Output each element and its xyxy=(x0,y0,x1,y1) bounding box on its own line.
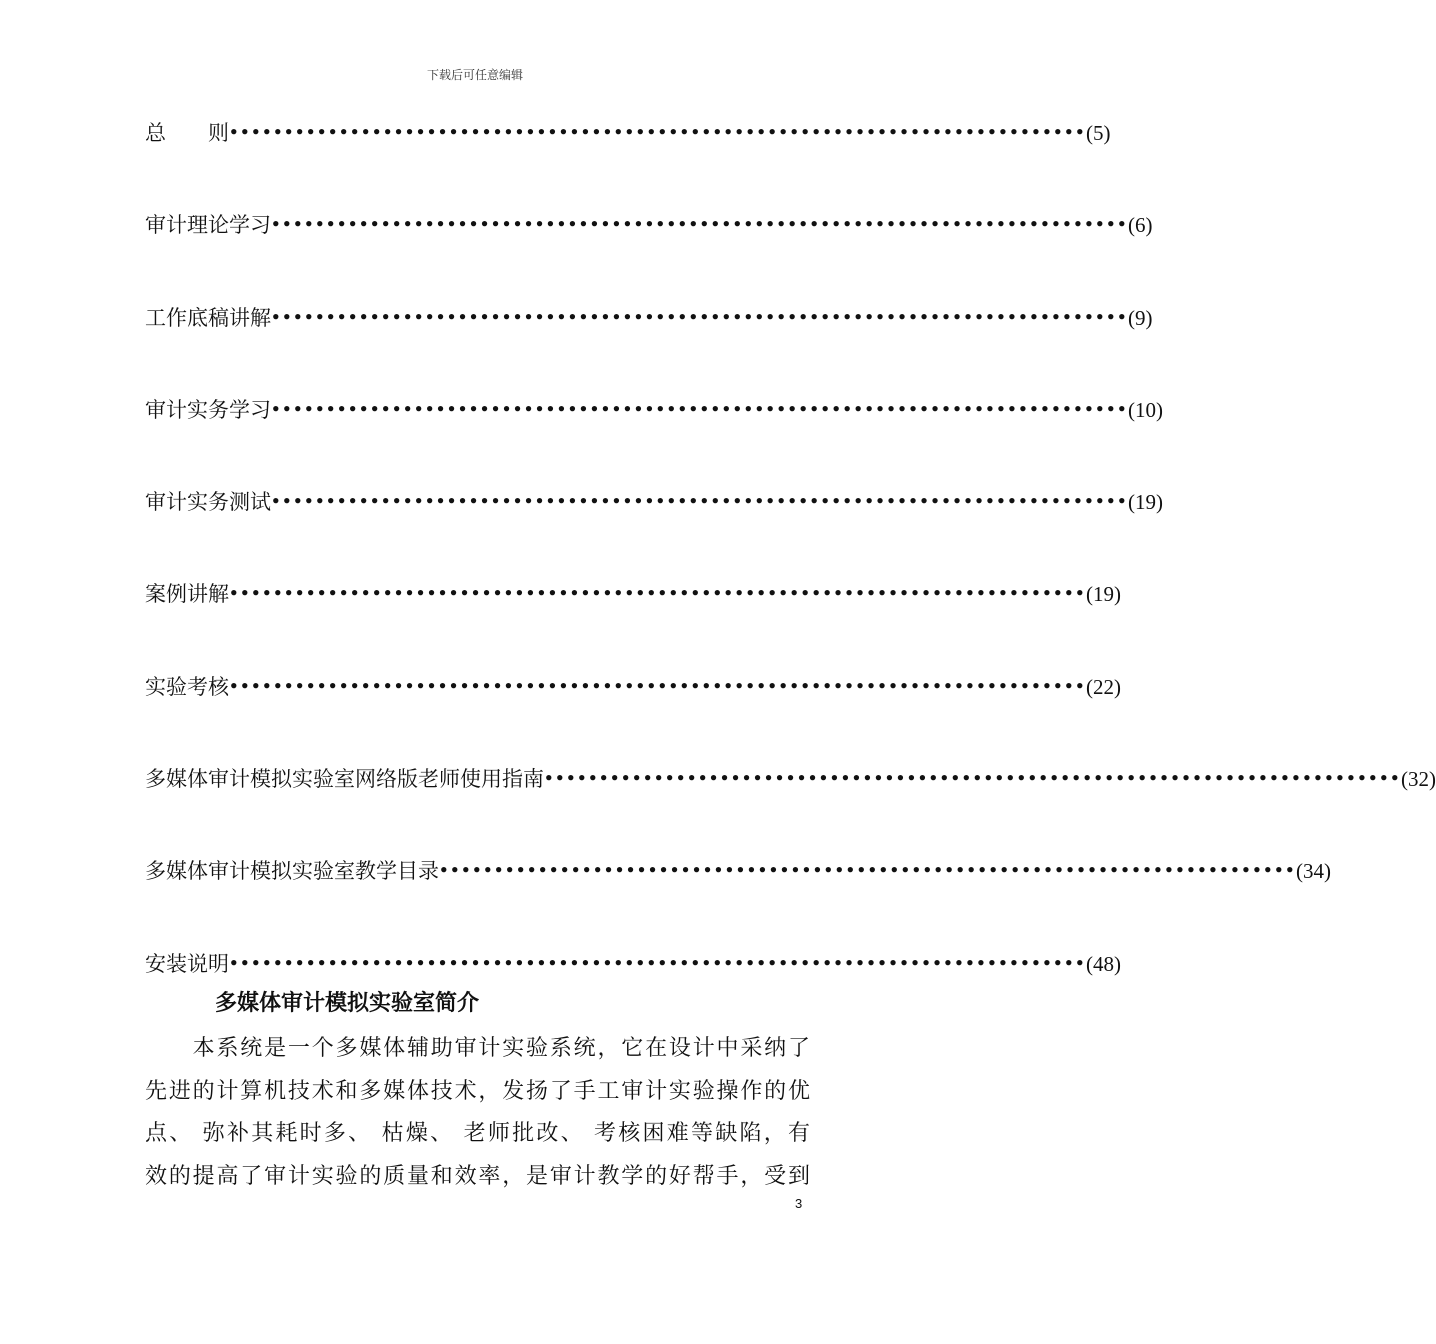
intro-paragraph xyxy=(145,1028,810,1198)
toc-entry-page: (19) xyxy=(1128,490,1164,515)
toc-entry[interactable] xyxy=(145,574,1122,666)
toc-leader-dots: •••••••••••••••••••••••••••••••••••••••••••••••••••••••••••••••••••••••••••••• xyxy=(544,769,1402,788)
toc-leader-dots: •••••••••••••••••••••••••••••••••••••••••••••••••••••••••••••••••••••••••••••• xyxy=(229,123,1087,141)
toc-leader-dots: •••••••••••••••••••••••••••••••••••••••••••••••••••••••••••••••••••••••••••••• xyxy=(439,861,1297,880)
toc-entry-page: (32) xyxy=(1401,767,1436,792)
page-number: 3 xyxy=(795,1196,803,1211)
toc-leader-dots: •••••••••••••••••••••••••••••••••••••••••••••••••••••••••••••••••••••••••••••• xyxy=(229,953,1087,972)
toc-entry-title: 多媒体审计模拟实验室网络版老师使用指南 xyxy=(145,767,544,792)
toc-leader-dots: •••••••••••••••••••••••••••••••••••••••••••••••••••••••••••••••••••••••••••••• xyxy=(271,307,1129,326)
toc-entry-title: 工作底稿讲解 xyxy=(145,305,271,330)
toc-entry[interactable] xyxy=(145,205,1153,297)
toc-entry-title: 审计理论学习 xyxy=(145,213,271,238)
toc-entry-page: (9) xyxy=(1128,305,1153,330)
toc-entry-title: 安装说明 xyxy=(145,951,229,976)
toc-entry-page: (10) xyxy=(1128,397,1164,422)
toc-entry[interactable] xyxy=(145,851,1332,943)
toc-entry-page: (22) xyxy=(1086,674,1122,699)
toc-entry[interactable] xyxy=(145,667,1122,759)
toc-entry-title: 审计实务测试 xyxy=(145,490,271,515)
toc-entry[interactable] xyxy=(145,482,1164,574)
toc-entry-page: (6) xyxy=(1128,213,1153,238)
table-of-contents xyxy=(145,113,1436,1036)
toc-entry-page: (48) xyxy=(1086,951,1122,976)
toc-entry-title: 多媒体审计模拟实验室教学目录 xyxy=(145,859,439,884)
paragraph-line: 先进的计算机技术和多媒体技术，发扬了手工审计实验操作的优 xyxy=(145,1078,810,1104)
toc-entry-page: (19) xyxy=(1086,582,1122,607)
toc-leader-dots: •••••••••••••••••••••••••••••••••••••••••••••••••••••••••••••••••••••••••••••• xyxy=(271,215,1129,234)
paragraph-line: 效的提高了审计实验的质量和效率，是审计教学的好帮手，受到 xyxy=(145,1163,810,1189)
toc-leader-dots: •••••••••••••••••••••••••••••••••••••••••••••••••••••••••••••••••••••••••••••• xyxy=(229,676,1087,695)
toc-entry-title: 案例讲解 xyxy=(145,582,229,607)
toc-entry-title: 总 则 xyxy=(145,121,229,145)
toc-entry-title: 实验考核 xyxy=(145,674,229,699)
toc-leader-dots: •••••••••••••••••••••••••••••••••••••••••••••••••••••••••••••••••••••••••••••• xyxy=(271,492,1129,511)
toc-entry[interactable] xyxy=(145,113,1111,205)
paragraph-line: 本系统是一个多媒体辅助审计实验系统，它在设计中采纳了 xyxy=(145,1036,810,1061)
toc-entry-title: 审计实务学习 xyxy=(145,397,271,422)
toc-entry[interactable] xyxy=(145,390,1164,482)
section-title: 多媒体审计模拟实验室简介 xyxy=(215,991,480,1016)
page-header: 下载后可任意编辑 xyxy=(426,68,523,82)
toc-leader-dots: •••••••••••••••••••••••••••••••••••••••••••••••••••••••••••••••••••••••••••••• xyxy=(271,399,1129,418)
toc-entry-page: (34) xyxy=(1296,859,1332,884)
toc-leader-dots: •••••••••••••••••••••••••••••••••••••••••••••••••••••••••••••••••••••••••••••• xyxy=(229,584,1087,603)
toc-entry-page: (5) xyxy=(1086,121,1111,145)
paragraph-line: 点、 弥补其耗时多、 枯燥、 老师批改、 考核困难等缺陷，有 xyxy=(145,1121,810,1146)
toc-entry[interactable] xyxy=(145,298,1153,390)
toc-entry[interactable] xyxy=(145,759,1436,851)
